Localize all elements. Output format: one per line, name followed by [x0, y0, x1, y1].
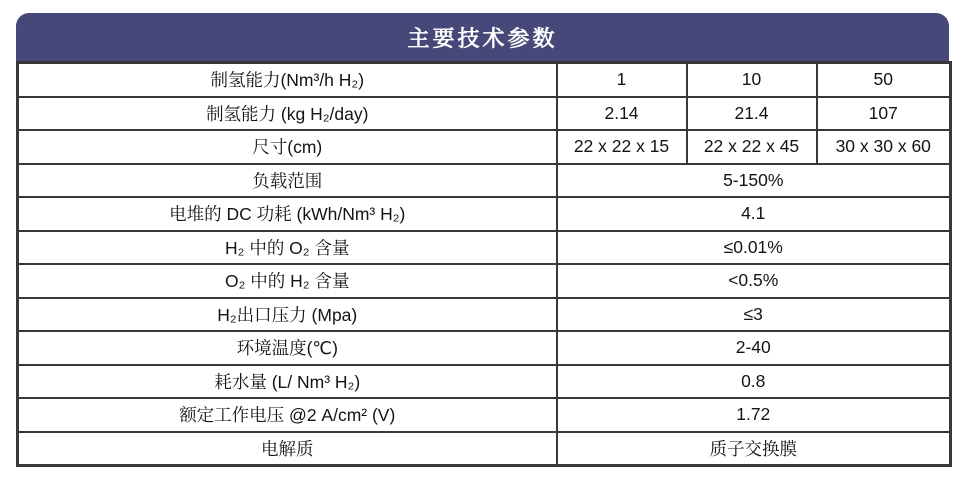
table-row — [18, 63, 951, 97]
table-row — [18, 298, 951, 332]
param-label: 电解质 — [18, 432, 557, 466]
param-value: 22 x 22 x 15 — [557, 130, 687, 164]
param-value: 1.72 — [557, 398, 951, 432]
param-value: 1 — [557, 63, 687, 97]
param-label: 环境温度(℃) — [18, 331, 557, 365]
param-label: O₂ 中的 H₂ 含量 — [18, 264, 557, 298]
table-row — [18, 331, 951, 365]
param-value: 5-150% — [557, 164, 951, 198]
param-value: 30 x 30 x 60 — [817, 130, 951, 164]
table-title: 主要技术参数 — [407, 25, 558, 51]
table-row — [18, 97, 951, 131]
param-value: 22 x 22 x 45 — [687, 130, 817, 164]
param-label: H₂出口压力 (Mpa) — [18, 298, 557, 332]
table-row — [18, 231, 951, 265]
table-title-bar — [16, 13, 949, 61]
param-label: 负载范围 — [18, 164, 557, 198]
table-row — [18, 432, 951, 466]
param-label: 耗水量 (L/ Nm³ H₂) — [18, 365, 557, 399]
table-row — [18, 130, 951, 164]
param-value: 0.8 — [557, 365, 951, 399]
param-value: 4.1 — [557, 197, 951, 231]
param-value: 50 — [817, 63, 951, 97]
param-label: 电堆的 DC 功耗 (kWh/Nm³ H₂) — [18, 197, 557, 231]
param-value: <0.5% — [557, 264, 951, 298]
spec-table — [16, 13, 949, 467]
table-row — [18, 197, 951, 231]
param-label: H₂ 中的 O₂ 含量 — [18, 231, 557, 265]
param-label: 制氢能力(Nm³/h H₂) — [18, 63, 557, 97]
param-label: 额定工作电压 @2 A/cm² (V) — [18, 398, 557, 432]
param-value: 2.14 — [557, 97, 687, 131]
table-row — [18, 365, 951, 399]
param-value: 2-40 — [557, 331, 951, 365]
table-row — [18, 264, 951, 298]
table-row — [18, 398, 951, 432]
param-label: 制氢能力 (kg H₂/day) — [18, 97, 557, 131]
param-value: 21.4 — [687, 97, 817, 131]
param-value: ≤3 — [557, 298, 951, 332]
table-row — [18, 164, 951, 198]
param-label: 尺寸(cm) — [18, 130, 557, 164]
param-value: 10 — [687, 63, 817, 97]
param-value: 107 — [817, 97, 951, 131]
parameters-table — [16, 61, 952, 467]
param-value: ≤0.01% — [557, 231, 951, 265]
param-value: 质子交换膜 — [557, 432, 951, 466]
